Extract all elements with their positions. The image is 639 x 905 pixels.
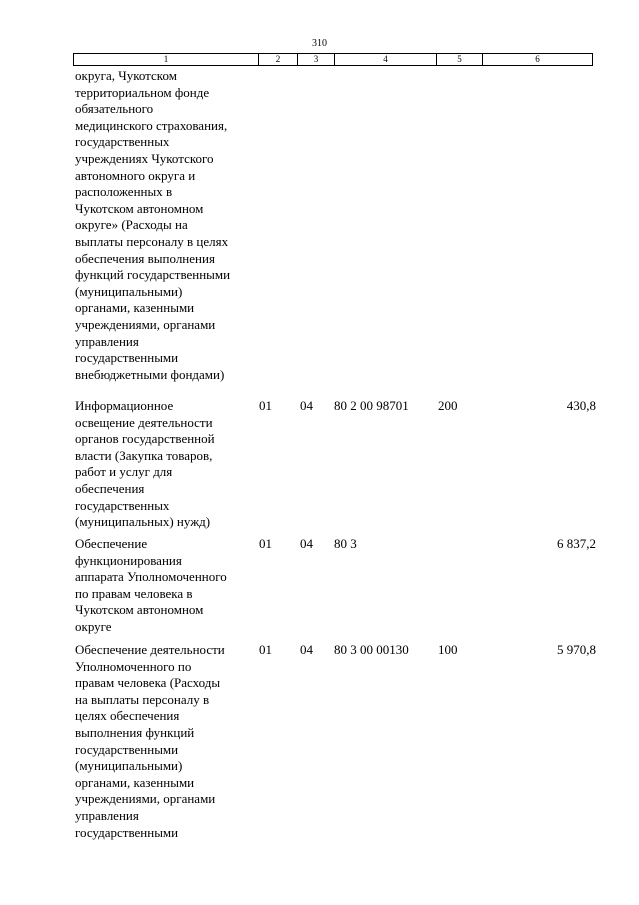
row-col-3: 04 [300,398,313,413]
header-col-5: 5 [457,54,462,64]
row-col-5: 200 [438,398,458,413]
header-col-6: 6 [535,54,540,64]
row-col-2: 01 [259,398,272,413]
header-col-4: 4 [383,54,388,64]
row-col-4: 80 3 00 00130 [334,642,409,657]
row-amount: 5 970,8 [557,642,596,657]
row-col-4: 80 3 [334,536,357,551]
row-col-3: 04 [300,536,313,551]
table-header [73,53,593,66]
row-description: Обеспечение функционирования аппарата Уполномоченного по правам человека в Чукотском автономном округе [75,536,227,634]
row-description: округа, Чукотском территориальном фонде обязательного медицинского страхования, государственных учреждениях Чукотского автономного округа и расположенных в Чукотском автономном округе» (Расходы на выплаты персоналу в целях обеспечения выполнения функций государственными (муниципальными) органами, казенными учреждениями, органами управления государственными внебюджетными фондами) [75,68,231,382]
row-col-5: 100 [438,642,458,657]
header-col-3: 3 [313,54,319,64]
row-amount: 430,8 [566,398,596,413]
row-description: Информационное освещение деятельности органов государственной власти (Закупка товаров, работ и услуг для обеспечения государственных (муниципальных) нужд) [75,398,215,530]
page-number: 310 [312,38,327,49]
row-description: Обеспечение деятельности Уполномоченного по правам человека (Расходы на выплаты персоналу в целях обеспечения выполнения функций государственными (муниципальными) органами, казенными учреждениями, органами управления государственными [75,642,225,840]
row-col-3: 04 [300,642,313,657]
row-col-2: 01 [259,642,272,657]
header-col-1: 1 [163,54,169,64]
row-col-4: 80 2 00 98701 [334,398,409,413]
header-col-2: 2 [275,54,281,64]
row-amount: 6 837,2 [557,536,596,551]
row-col-2: 01 [259,536,272,551]
